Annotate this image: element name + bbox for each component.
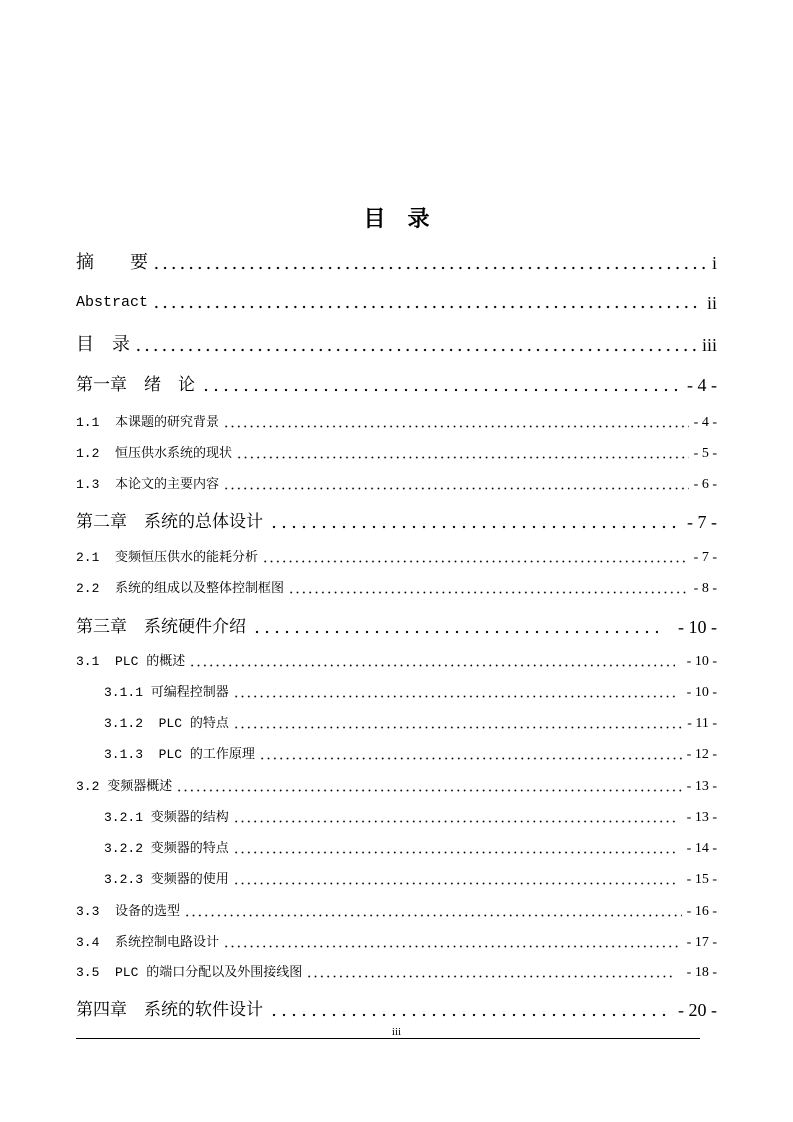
toc-entry-title: 第一章 绪 论 (76, 375, 195, 395)
toc-entry-title: 3.2.1 变频器的结构 (104, 810, 229, 825)
toc-entry-title: 3.1.1 可编程控制器 (104, 685, 229, 700)
toc-entry-page-number: - 7 - (693, 550, 717, 565)
toc-entry-section-1-2 (76, 445, 717, 463)
toc-entry-title: 3.1.3 PLC 的工作原理 (104, 747, 255, 762)
toc-entry-chapter-1 (76, 373, 717, 397)
dot-leader (189, 653, 674, 671)
toc-entry-page-number: - 15 - (686, 872, 717, 887)
toc-entry-section-3-5 (76, 964, 717, 982)
toc-entry-title: 3.1 PLC 的概述 (76, 654, 186, 669)
toc-entry-chapter-4 (76, 998, 717, 1022)
toc-entry-page-number: ii (706, 293, 717, 313)
toc-entry-section-3-1 (76, 653, 717, 671)
dot-leader (233, 684, 675, 702)
toc-entry-section-3-1-2 (104, 715, 717, 733)
toc-entry-section-3-2-2 (104, 840, 717, 858)
dot-leader (269, 998, 673, 1022)
toc-entry-section-3-4 (76, 934, 717, 952)
toc-entry-page-number: - 18 - (686, 965, 717, 980)
dot-leader (233, 715, 682, 733)
toc-entry-title: 第四章 系统的软件设计 (76, 1000, 263, 1020)
toc-entry-page-number: - 20 - (678, 1000, 717, 1020)
dot-leader (233, 871, 675, 889)
toc-entry-page-number: - 10 - (686, 685, 717, 700)
toc-entry-section-2-2 (76, 580, 717, 598)
dot-leader (134, 333, 696, 357)
page-title: 目 录 (363, 207, 430, 232)
toc-entry-abstract-en (76, 292, 717, 314)
dot-leader (184, 903, 682, 921)
toc-entry-title: 3.5 PLC 的端口分配以及外围接线图 (76, 965, 303, 980)
toc-entry-page-number: - 6 - (693, 477, 717, 492)
toc-entry-page-number: - 10 - (686, 654, 717, 669)
dot-leader (259, 746, 682, 764)
toc-entry-contents (76, 333, 717, 357)
toc-entry-title: 目 录 (76, 334, 130, 355)
dot-leader (201, 373, 677, 397)
toc-entry-page-number: - 14 - (686, 841, 717, 856)
toc-entry-title: 3.2 变频器概述 (76, 779, 173, 794)
toc-entry-section-3-2-3 (104, 871, 717, 889)
footer-page-number: iii (391, 1026, 402, 1038)
toc-entry-title: 1.2 恒压供水系统的现状 (76, 446, 233, 461)
toc-entry-page-number: - 7 - (687, 512, 717, 532)
toc-entry-title: 1.3 本论文的主要内容 (76, 477, 220, 492)
dot-leader (306, 964, 674, 982)
toc-entry-section-2-1 (76, 549, 717, 567)
toc-entry-section-1-1 (76, 414, 717, 432)
toc-entry-section-3-3 (76, 903, 717, 921)
toc-entry-section-3-2 (76, 778, 717, 796)
toc-entry-chapter-3 (76, 615, 717, 639)
toc-entry-title: 3.2.3 变频器的使用 (104, 872, 229, 887)
dot-leader (288, 580, 689, 598)
toc-entry-title: 2.2 系统的组成以及整体控制框图 (76, 581, 285, 596)
dot-leader (152, 292, 700, 314)
dot-leader (223, 934, 682, 952)
toc-entry-page-number: - 4 - (687, 375, 717, 395)
dot-leader (236, 445, 689, 463)
toc-entry-page-number: - 17 - (686, 935, 717, 950)
toc-entry-chapter-2 (76, 510, 717, 534)
dot-leader (262, 549, 689, 567)
toc-entry-abstract-zh (76, 251, 717, 275)
toc-entry-page-number: - 8 - (693, 581, 717, 596)
toc-entry-title: 2.1 变频恒压供水的能耗分析 (76, 550, 259, 565)
toc-entry-section-1-3 (76, 476, 717, 494)
toc-entry-page-number: - 12 - (686, 747, 717, 762)
dot-leader (176, 778, 681, 796)
dot-leader (252, 615, 658, 639)
toc-entry-page-number: i (711, 253, 717, 273)
footer-rule (76, 1038, 700, 1039)
toc-entry-title: 3.2.2 变频器的特点 (104, 841, 229, 856)
toc-entry-page-number: iii (701, 335, 717, 355)
toc-entry-title: 1.1 本课题的研究背景 (76, 415, 220, 430)
toc-entry-section-3-2-1 (104, 809, 717, 827)
toc-entry-page-number: - 5 - (693, 446, 717, 461)
toc-entry-page-number: - 16 - (686, 904, 717, 919)
dot-leader (233, 840, 675, 858)
toc-entry-page-number: - 11 - (687, 716, 717, 731)
toc-entry-page-number: - 4 - (693, 415, 717, 430)
toc-entry-page-number: - 13 - (686, 810, 717, 825)
dot-leader (223, 476, 689, 494)
dot-leader (269, 510, 677, 534)
toc-entry-section-3-1-1 (104, 684, 717, 702)
toc-entry-title: 摘 要 (76, 252, 148, 273)
toc-entry-title: 3.3 设备的选型 (76, 904, 181, 919)
dot-leader (223, 414, 689, 432)
toc-entry-title: Abstract (76, 294, 149, 311)
dot-leader (152, 251, 706, 275)
toc-entry-page-number: - 10 - (678, 617, 717, 637)
toc-entry-title: 第二章 系统的总体设计 (76, 512, 263, 532)
toc-entry-title: 3.1.2 PLC 的特点 (104, 716, 229, 731)
toc-entry-title: 3.4 系统控制电路设计 (76, 935, 220, 950)
toc-entry-page-number: - 13 - (686, 779, 717, 794)
dot-leader (233, 809, 675, 827)
toc-entry-section-3-1-3 (104, 746, 717, 764)
toc-entry-title: 第三章 系统硬件介绍 (76, 617, 246, 637)
